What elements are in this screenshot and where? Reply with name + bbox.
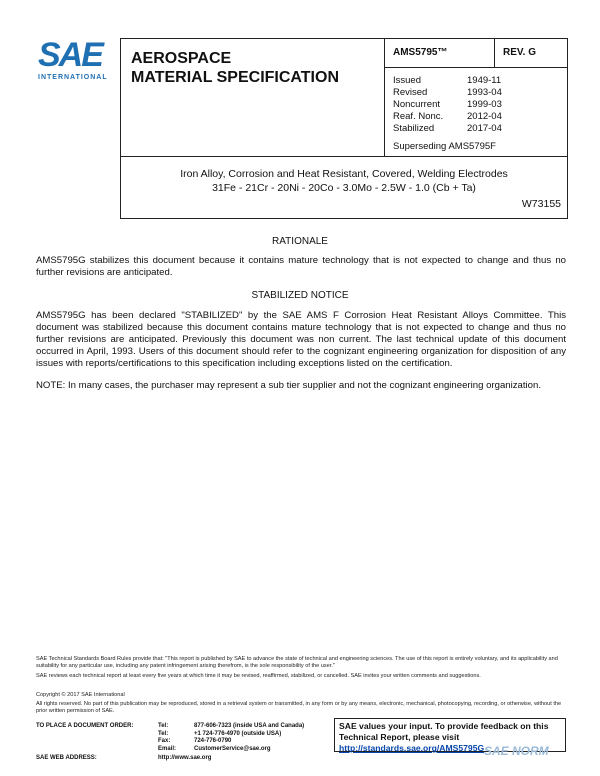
material-title: Iron Alloy, Corrosion and Heat Resistant, Covered, Welding Electrodes [180, 168, 508, 180]
footer-rules: SAE Technical Standards Board Rules provide that: "This report is published by SAE to advance the state of technical and engineering sciences. The use of this report is entirely voluntary, and its applicability and suitability for any particular use, including any patent infringement arising therefrom, is the sole responsibility of the user." [36, 656, 558, 669]
divider [384, 67, 567, 68]
date-row [393, 75, 502, 87]
email-label: Email: [158, 745, 177, 752]
note-text: NOTE: In many cases, the purchaser may represent a sub tier supplier and not the cognizant engineering organization. [36, 380, 542, 391]
date-value: 2012-04 [467, 111, 502, 122]
header-box [120, 38, 568, 157]
stabilized-text: AMS5795G has been declared "STABILIZED" by the SAE AMS F Corrosion Heat Resistant Alloys Committee. This document was stabilized because this document contains mature technology that is not expected to change and thus no further revisions are anticipated. Previously this document was non current. The last technical update of this document occurred in April, 1993. Users of this document should refer to the cognizant engineering organization for disposition of any issues with reports/certifications to this specification including exceptions listed on the certification. [36, 310, 566, 369]
footer-rights: All rights reserved. No part of this publication may be reproduced, stored in a retrieval system or transmitted, in any form or by any means, electronic, mechanical, photocopying, recording, or otherwise, without the prior written permission of SAE. [36, 701, 562, 714]
date-row [393, 87, 502, 99]
footer-review: SAE reviews each technical report at least every five years at which time it may be revised, reaffirmed, stabilized, or cancelled. SAE invites your written comments and suggestions. [36, 673, 481, 679]
order-info [36, 723, 336, 763]
revision: REV. G [503, 47, 536, 58]
feedback-link[interactable]: http://standards.sae.org/AMS5795G [339, 743, 485, 753]
rationale-heading: RATIONALE [272, 236, 328, 247]
fax-label: Fax: [158, 738, 171, 745]
doc-type-title [131, 49, 339, 87]
date-label: Stabilized [393, 123, 435, 134]
divider [494, 39, 495, 67]
date-value: 1949-11 [467, 75, 502, 86]
tel-value: 877-606-7323 (inside USA and Canada) [194, 723, 305, 729]
email-link[interactable]: CustomerService@sae.org [194, 745, 271, 752]
material-composition: 31Fe - 21Cr - 20Ni - 20Co - 3.0Mo - 2.5W - 1.0 (Cb + Ta) [212, 182, 476, 194]
date-value: 2017-04 [467, 123, 502, 134]
tel-label: Tel: [158, 723, 169, 729]
fax-value: 724-776-0790 [194, 738, 232, 745]
sae-logo [38, 38, 118, 84]
date-label: Noncurrent [393, 99, 440, 110]
stabilized-heading: STABILIZED NOTICE [251, 290, 349, 301]
superseding: Superseding AMS5795F [393, 141, 496, 152]
date-value: 1993-04 [467, 87, 502, 98]
divider [384, 39, 385, 156]
feedback-line1: SAE values your input. To provide feedback on this [339, 721, 549, 731]
tel2-label: Tel: [158, 730, 169, 737]
tel2-value: +1 724-776-4970 (outside USA) [194, 730, 282, 737]
web-label: SAE WEB ADDRESS: [36, 755, 97, 762]
date-label: Reaf. Nonc. [393, 111, 444, 122]
order-label: TO PLACE A DOCUMENT ORDER: [36, 723, 134, 729]
date-row [393, 111, 502, 123]
title-line1: AEROSPACE [131, 50, 232, 67]
date-row [393, 123, 502, 135]
logo-mark: SAE [38, 36, 102, 74]
date-row [393, 99, 502, 111]
rationale-text: AMS5795G stabilizes this document because it contains mature technology that is not expected to change and thus no further revisions are anticipated. [36, 255, 566, 278]
logo-subtitle: INTERNATIONAL [38, 74, 108, 81]
title-line2: MATERIAL SPECIFICATION [131, 69, 339, 86]
date-value: 1999-03 [467, 99, 502, 110]
watermark: SAE NORM [484, 744, 549, 758]
date-label: Revised [393, 87, 428, 98]
feedback-line2: Technical Report, please visit [339, 732, 460, 742]
web-link[interactable]: http://www.sae.org [158, 755, 212, 762]
date-list [393, 75, 502, 135]
material-code: W73155 [521, 198, 561, 210]
footer-copyright: Copyright © 2017 SAE International [36, 692, 125, 698]
date-label: Issued [393, 75, 421, 86]
doc-number: AMS5795™ [393, 47, 448, 58]
material-title-box [120, 156, 568, 219]
